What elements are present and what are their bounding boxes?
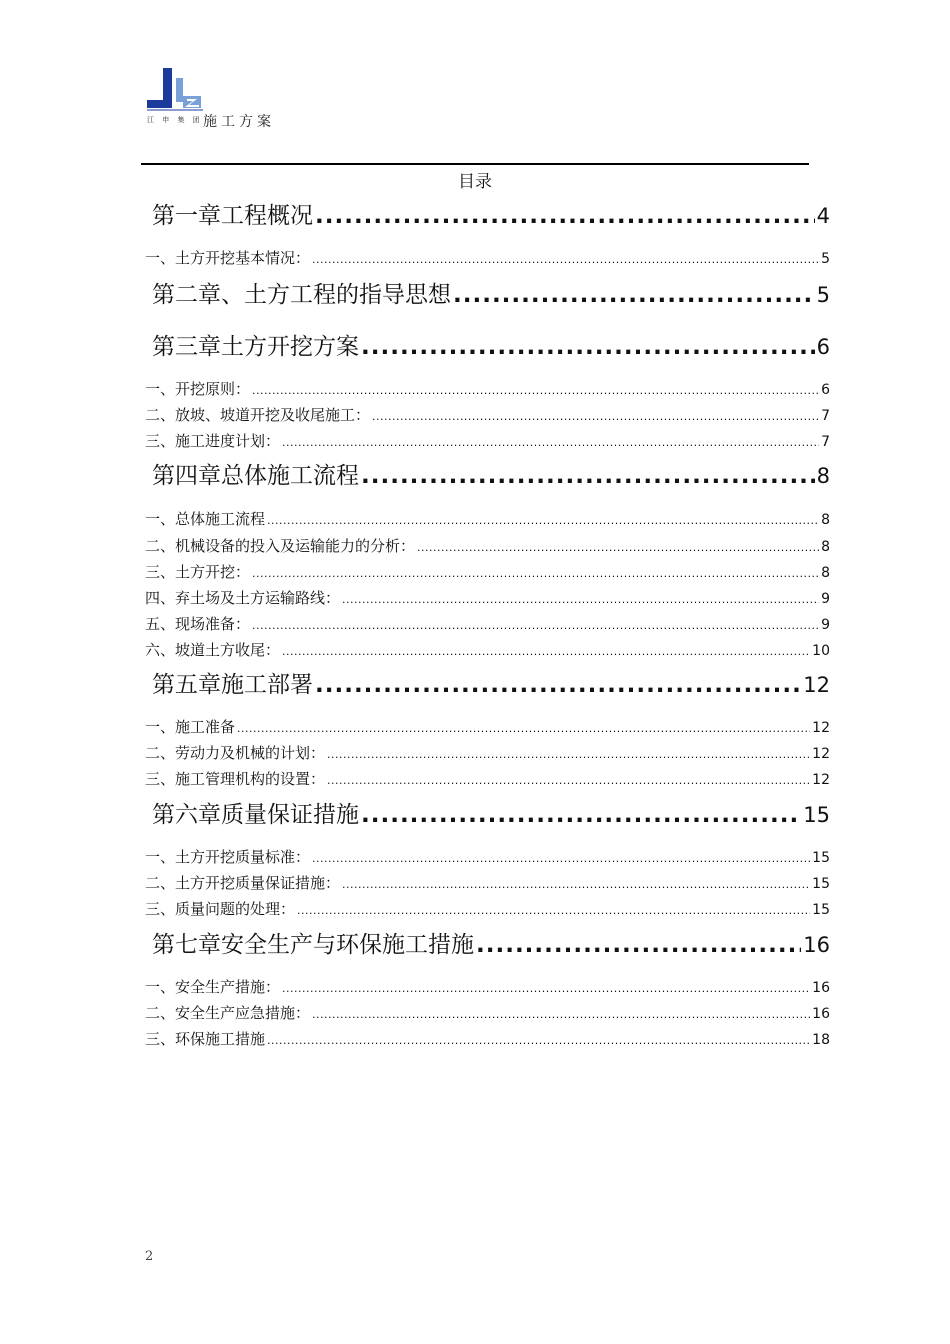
page-number: 2 — [145, 1249, 154, 1264]
toc-dot-leader — [315, 672, 801, 698]
toc-section-entry[interactable] — [145, 1028, 830, 1049]
toc-entry-label: 三、施工管理机构的设置： — [145, 770, 326, 788]
toc-dot-leader — [312, 852, 810, 865]
toc-entry-page: 15 — [812, 902, 830, 918]
toc-entry-page: 12 — [812, 772, 830, 788]
toc-entry-label: 二、劳动力及机械的计划： — [145, 744, 326, 762]
toc-entry-page: 10 — [812, 643, 830, 659]
toc-chapter-entry[interactable] — [145, 276, 830, 309]
toc-entry-label: 一、开挖原则： — [145, 380, 251, 398]
toc-dot-leader — [417, 541, 819, 554]
toc-section-entry[interactable] — [145, 846, 830, 867]
toc-chapter-entry[interactable] — [145, 457, 830, 490]
toc-entry-label: 第三章土方开挖方案 — [152, 334, 359, 360]
toc-entry-label: 第四章总体施工流程 — [152, 463, 359, 489]
toc-entry-label: 第一章工程概况 — [152, 203, 313, 229]
toc-entry-label: 一、土方开挖质量标准： — [145, 848, 311, 866]
toc-section-entry[interactable] — [145, 247, 830, 268]
toc-dot-leader — [372, 410, 819, 423]
toc-dot-leader — [476, 932, 801, 958]
toc-entry-page: 16 — [812, 1006, 830, 1022]
toc-entry-label: 一、安全生产措施： — [145, 978, 281, 996]
toc-entry-page: 6 — [821, 382, 830, 398]
toc-entry-page: 15 — [803, 803, 830, 827]
toc-entry-label: 三、环保施工措施 — [145, 1030, 266, 1048]
toc-entry-page: 8 — [816, 464, 830, 488]
toc-entry-label: 第五章施工部署 — [152, 672, 313, 698]
toc-section-entry[interactable] — [145, 587, 830, 608]
toc-dot-leader — [267, 1034, 810, 1047]
toc-entry-label: 三、质量问题的处理： — [145, 900, 296, 918]
toc-entry-label: 一、土方开挖基本情况： — [145, 249, 311, 267]
toc-dot-leader — [282, 982, 810, 995]
toc-section-entry[interactable] — [145, 742, 830, 763]
toc-entry-page: 16 — [812, 980, 830, 996]
toc-entry-label: 二、土方开挖质量保证措施： — [145, 874, 341, 892]
toc-dot-leader — [342, 593, 819, 606]
toc-entry-page: 16 — [803, 933, 830, 957]
toc-dot-leader — [327, 748, 810, 761]
company-name: 江 申 集 团 — [147, 116, 203, 124]
toc-chapter-entry[interactable] — [145, 926, 830, 959]
toc-section-entry[interactable] — [145, 639, 830, 660]
toc-entry-label: 第七章安全生产与环保施工措施 — [152, 932, 474, 958]
toc-section-entry[interactable] — [145, 976, 830, 997]
toc-entry-page: 5 — [816, 283, 830, 307]
toc-entry-page: 8 — [821, 539, 830, 555]
toc-entry-label: 二、安全生产应急措施： — [145, 1004, 311, 1022]
document-header — [145, 66, 345, 130]
toc-entry-label: 二、放坡、坡道开挖及收尾施工： — [145, 406, 371, 424]
toc-entry-label: 四、弃土场及土方运输路线： — [145, 589, 341, 607]
toc-dot-leader — [453, 282, 815, 308]
toc-entry-page: 15 — [812, 850, 830, 866]
toc-entry-label: 三、施工进度计划： — [145, 432, 281, 450]
toc-entry-label: 第六章质量保证措施 — [152, 802, 359, 828]
toc-entry-page: 4 — [816, 204, 830, 228]
toc-dot-leader — [327, 774, 810, 787]
toc-chapter-entry[interactable] — [145, 796, 830, 829]
toc-section-entry[interactable] — [145, 404, 830, 425]
toc-dot-leader — [282, 645, 810, 658]
toc-entry-label: 第二章、土方工程的指导思想 — [152, 282, 451, 308]
company-logo — [145, 66, 205, 112]
toc-entry-label: 五、现场准备： — [145, 615, 251, 633]
toc-title: 目录 — [458, 172, 492, 192]
toc-entry-page: 5 — [821, 251, 830, 267]
toc-chapter-entry[interactable] — [145, 666, 830, 699]
toc-dot-leader — [252, 567, 819, 580]
header-rule — [141, 163, 809, 165]
toc-section-entry[interactable] — [145, 768, 830, 789]
toc-entry-page: 7 — [821, 434, 830, 450]
toc-chapter-entry[interactable] — [145, 197, 830, 230]
toc-entry-page: 8 — [821, 512, 830, 528]
toc-dot-leader — [282, 436, 819, 449]
toc-entry-label: 三、土方开挖： — [145, 563, 251, 581]
toc-dot-leader — [252, 384, 819, 397]
toc-section-entry[interactable] — [145, 613, 830, 634]
toc-entry-page: 6 — [816, 335, 830, 359]
toc-section-entry[interactable] — [145, 561, 830, 582]
toc-entry-label: 一、总体施工流程 — [145, 510, 266, 528]
toc-dot-leader — [315, 203, 815, 229]
toc-dot-leader — [297, 904, 810, 917]
toc-chapter-entry[interactable] — [145, 328, 830, 361]
toc-section-entry[interactable] — [145, 898, 830, 919]
toc-section-entry[interactable] — [145, 872, 830, 893]
toc-entry-label: 一、施工准备 — [145, 718, 236, 736]
toc-entry-label: 六、坡道土方收尾： — [145, 641, 281, 659]
toc-dot-leader — [361, 802, 801, 828]
toc-dot-leader — [361, 334, 815, 360]
toc-dot-leader — [312, 253, 819, 266]
toc-entry-page: 12 — [812, 720, 830, 736]
toc-entry-page: 7 — [821, 408, 830, 424]
toc-section-entry[interactable] — [145, 1002, 830, 1023]
toc-section-entry[interactable] — [145, 430, 830, 451]
document-type: 施工方案 — [203, 114, 275, 130]
toc-entry-page: 9 — [821, 591, 830, 607]
toc-dot-leader — [312, 1008, 810, 1021]
toc-section-entry[interactable] — [145, 508, 830, 529]
toc-entry-page: 9 — [821, 617, 830, 633]
toc-dot-leader — [361, 463, 815, 489]
toc-section-entry[interactable] — [145, 378, 830, 399]
toc-section-entry[interactable] — [145, 716, 830, 737]
toc-dot-leader — [342, 878, 810, 891]
toc-entry-page: 12 — [812, 746, 830, 762]
toc-entry-page: 15 — [812, 876, 830, 892]
toc-entry-label: 二、机械设备的投入及运输能力的分析： — [145, 537, 416, 555]
toc-entry-page: 12 — [803, 673, 830, 697]
toc-dot-leader — [252, 619, 819, 632]
toc-dot-leader — [267, 514, 819, 527]
toc-section-entry[interactable] — [145, 535, 830, 556]
toc-entry-page: 18 — [812, 1032, 830, 1048]
toc-dot-leader — [237, 722, 810, 735]
toc-entry-page: 8 — [821, 565, 830, 581]
